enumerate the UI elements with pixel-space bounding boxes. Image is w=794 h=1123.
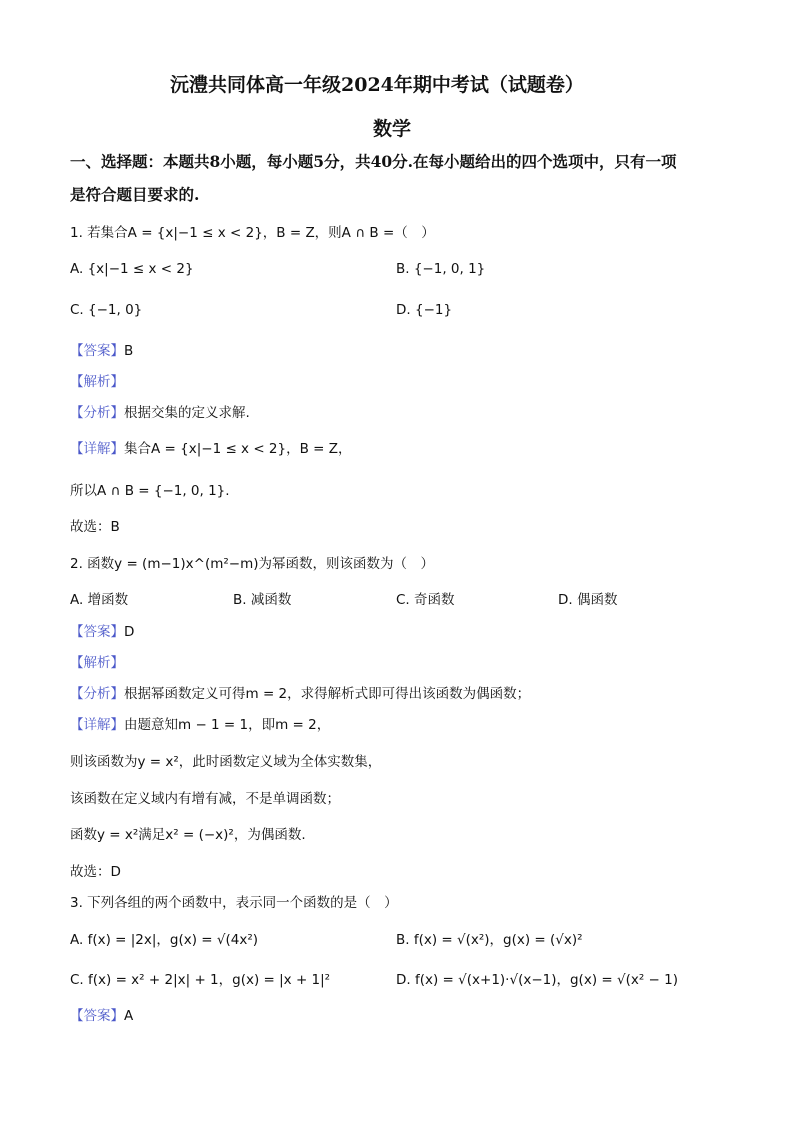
fenxi-tag: 【分析】 — [70, 405, 124, 421]
q2-option-a: A. 增函数 — [70, 592, 129, 608]
q3-option-b: B. f(x) = √(x²)，g(x) = (√x)² — [396, 932, 583, 948]
page-title: 沅澧共同体高一年级2024年期中考试（试题卷） — [170, 74, 584, 96]
q1-choice: 故选：B — [70, 519, 120, 535]
q2-line1: 则该函数为y = x²，此时函数定义域为全体实数集， — [70, 754, 382, 770]
section-heading-line1: 一、选择题：本题共8小题，每小题5分，共40分.在每小题给出的四个选项中，只有一项 — [70, 152, 677, 171]
q2-option-b: B. 减函数 — [233, 592, 292, 608]
fenxi-text: 根据交集的定义求解. — [124, 405, 250, 421]
xiangjie-text: 集合A = {x|−1 ≤ x < 2}，B = Z， — [124, 441, 352, 457]
q2-stem: 2. 函数y = (m−1)x^(m²−m)为幂函数，则该函数为（ ） — [70, 556, 434, 572]
q1-option-a: A. {x|−1 ≤ x < 2} — [70, 261, 194, 277]
xiangjie-tag: 【详解】 — [70, 441, 124, 457]
section-heading-line2: 是符合题目要求的. — [70, 185, 200, 204]
subject-title: 数学 — [373, 118, 412, 140]
q3-stem: 3. 下列各组的两个函数中，表示同一个函数的是（ ） — [70, 895, 398, 911]
q3-option-d: D. f(x) = √(x+1)·√(x−1)，g(x) = √(x² − 1) — [396, 972, 678, 988]
q1-option-d: D. {−1} — [396, 302, 453, 318]
q2-xiangjie — [70, 713, 330, 733]
q1-answer — [70, 339, 133, 359]
answer-tag: 【答案】 — [70, 1008, 124, 1024]
q2-line2: 该函数在定义域内有增有减，不是单调函数； — [70, 791, 340, 807]
q1-option-c: C. {−1, 0} — [70, 302, 143, 318]
answer-tag: 【答案】 — [70, 624, 124, 640]
q2-analysis-tag: 【解析】 — [70, 655, 124, 671]
q3-option-a: A. f(x) = |2x|，g(x) = √(4x²) — [70, 932, 259, 948]
fenxi-tag: 【分析】 — [70, 686, 124, 702]
q2-choice: 故选：D — [70, 864, 121, 880]
q1-conclusion: 所以A ∩ B = {−1, 0, 1}. — [70, 483, 230, 499]
q2-fenxi — [70, 682, 530, 702]
answer-value: A — [124, 1008, 134, 1024]
q2-answer — [70, 620, 134, 640]
q3-option-c: C. f(x) = x² + 2|x| + 1，g(x) = |x + 1|² — [70, 972, 331, 988]
xiangjie-tag: 【详解】 — [70, 717, 124, 733]
q1-xiangjie — [70, 437, 352, 457]
q2-line3: 函数y = x²满足x² = (−x)²，为偶函数. — [70, 827, 306, 843]
q1-analysis-tag: 【解析】 — [70, 374, 124, 390]
q1-option-b: B. {−1, 0, 1} — [396, 261, 486, 277]
answer-tag: 【答案】 — [70, 343, 124, 359]
q1-stem: 1. 若集合A = {x|−1 ≤ x < 2}，B = Z，则A ∩ B =（ ） — [70, 225, 435, 241]
q2-option-d: D. 偶函数 — [558, 592, 618, 608]
q1-fenxi — [70, 401, 250, 421]
answer-value: D — [124, 624, 135, 640]
answer-value: B — [124, 343, 134, 359]
q2-option-c: C. 奇函数 — [396, 592, 455, 608]
xiangjie-text: 由题意知m − 1 = 1，即m = 2， — [124, 717, 331, 733]
q3-answer — [70, 1004, 133, 1024]
fenxi-text: 根据幂函数定义可得m = 2，求得解析式即可得出该函数为偶函数； — [124, 686, 531, 702]
